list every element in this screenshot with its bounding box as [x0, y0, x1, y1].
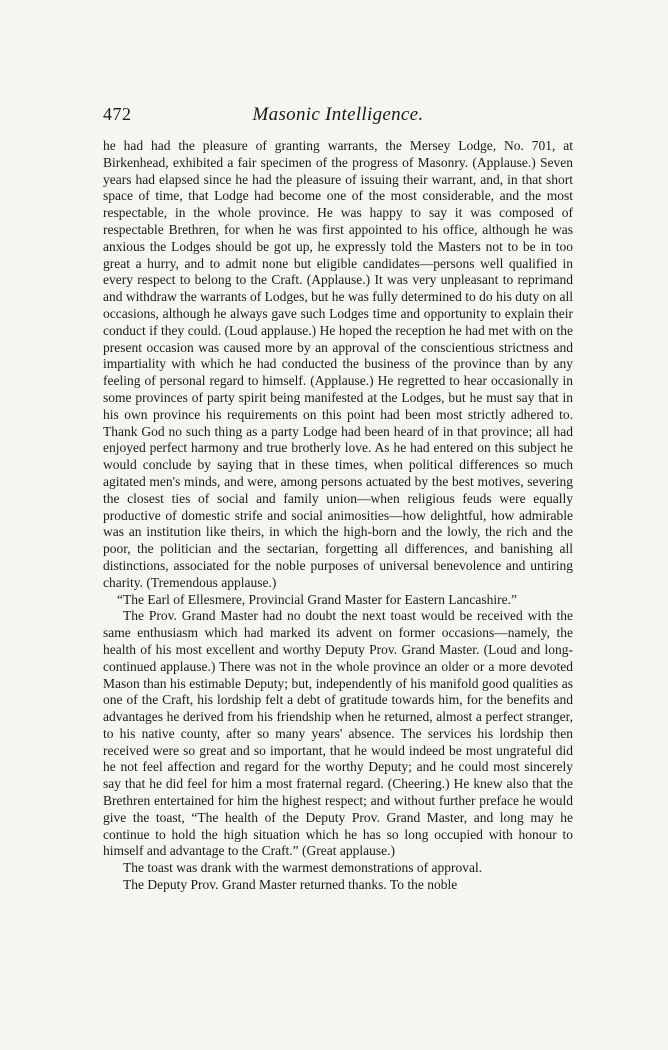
body-text: [103, 138, 573, 894]
toast-quote: “The Earl of Ellesmere, Provincial Grand Master for Eastern Lancashire.”: [117, 591, 517, 607]
paragraph: The Prov. Grand Master had no doubt the next toast would be received with the same enthusiasm which had marked its advent on former occasions—namely, the health of his most excellent and worthy Deputy Prov. Grand Master. (Loud and long-continued applause.) There was not in the whole province an older or a more devoted Mason than his estimable Deputy; but, independently of his manifold good qualities as one of the Craft, his lordship felt a debt of gratitude towards him, for the benefits and advantages he derived from his friendship when he returned, almost a perfect stranger, to his native county, after so many years' absence. The services his lordship then received were so great and so important, that he would indeed be most ungrateful did he not feel affection and regard for the worthy Deputy; and he could most sincerely say that he did feel for him a most fraternal regard. (Cheering.) He knew also that the Brethren entertained for him the highest respect; and without further preface he would give the toast, “The health of the Deputy Prov. Grand Master, and long may he continue to hold the high situation which he has so long occupied with honour to himself and advantage to the Craft.” (Great applause.): [103, 608, 573, 859]
paragraph: The Deputy Prov. Grand Master returned thanks. To the noble: [123, 877, 458, 893]
paragraph: he had had the pleasure of granting warrants, the Mersey Lodge, No. 701, at Birkenhead, exhibited a fair specimen of the progress of Masonry. (Applause.) Seven years had elapsed since he had the pleasure of issuing their warrant, and, in that short space of time, that Lodge had become one of the most considerable, and the most respectable, in the whole province. He was happy to say it was composed of respectable Brethren, for when he was first appointed to his office, although he was anxious the Lodges should be got up, he expressly told the Masters not to be in too great a hurry, and to admit none but eligible candidates—persons well qualified in every respect to belong to the Craft. (Applause.) It was very unpleasant to reprimand and withdraw the warrants of Lodges, but he was fully determined to do his duty on all occasions, although he always gave such Lodges time and opportunity to explain their conduct if they could. (Loud applause.) He hoped the reception he had met with on the present occasion was caused more by an approval of the conscientious strictness and impartiality with which he had conducted the business of the province than by any feeling of personal regard to himself. (Applause.) He regretted to hear occasionally in some provinces of party spirit being manifested at the Lodges, but he must say that in his own province his requirements on this point had been most strictly adhered to. Thank God no such thing as a party Lodge had been heard of in that province; all had enjoyed perfect harmony and true brotherly love. As he had entered on this subject he would conclude by saying that in these times, when political differences so much agitated men's minds, and were, among persons actuated by the best motives, severing the closest ties of social and family union—when religious feuds were equally productive of domestic strife and social animosities—how delightful, how admirable was an institution like theirs, in which the high-born and the lowly, the rich and the poor, the politician and the sectarian, forgetting all differences, and banishing all distinctions, associated for the noble purposes of universal benevolence and untiring charity. (Tremendous applause.): [103, 138, 573, 590]
page-header: [103, 104, 573, 132]
page-number: 472: [103, 104, 132, 124]
paragraph: The toast was drank with the warmest demonstrations of approval.: [123, 860, 483, 876]
running-title: Masonic Intelligence.: [252, 104, 424, 125]
